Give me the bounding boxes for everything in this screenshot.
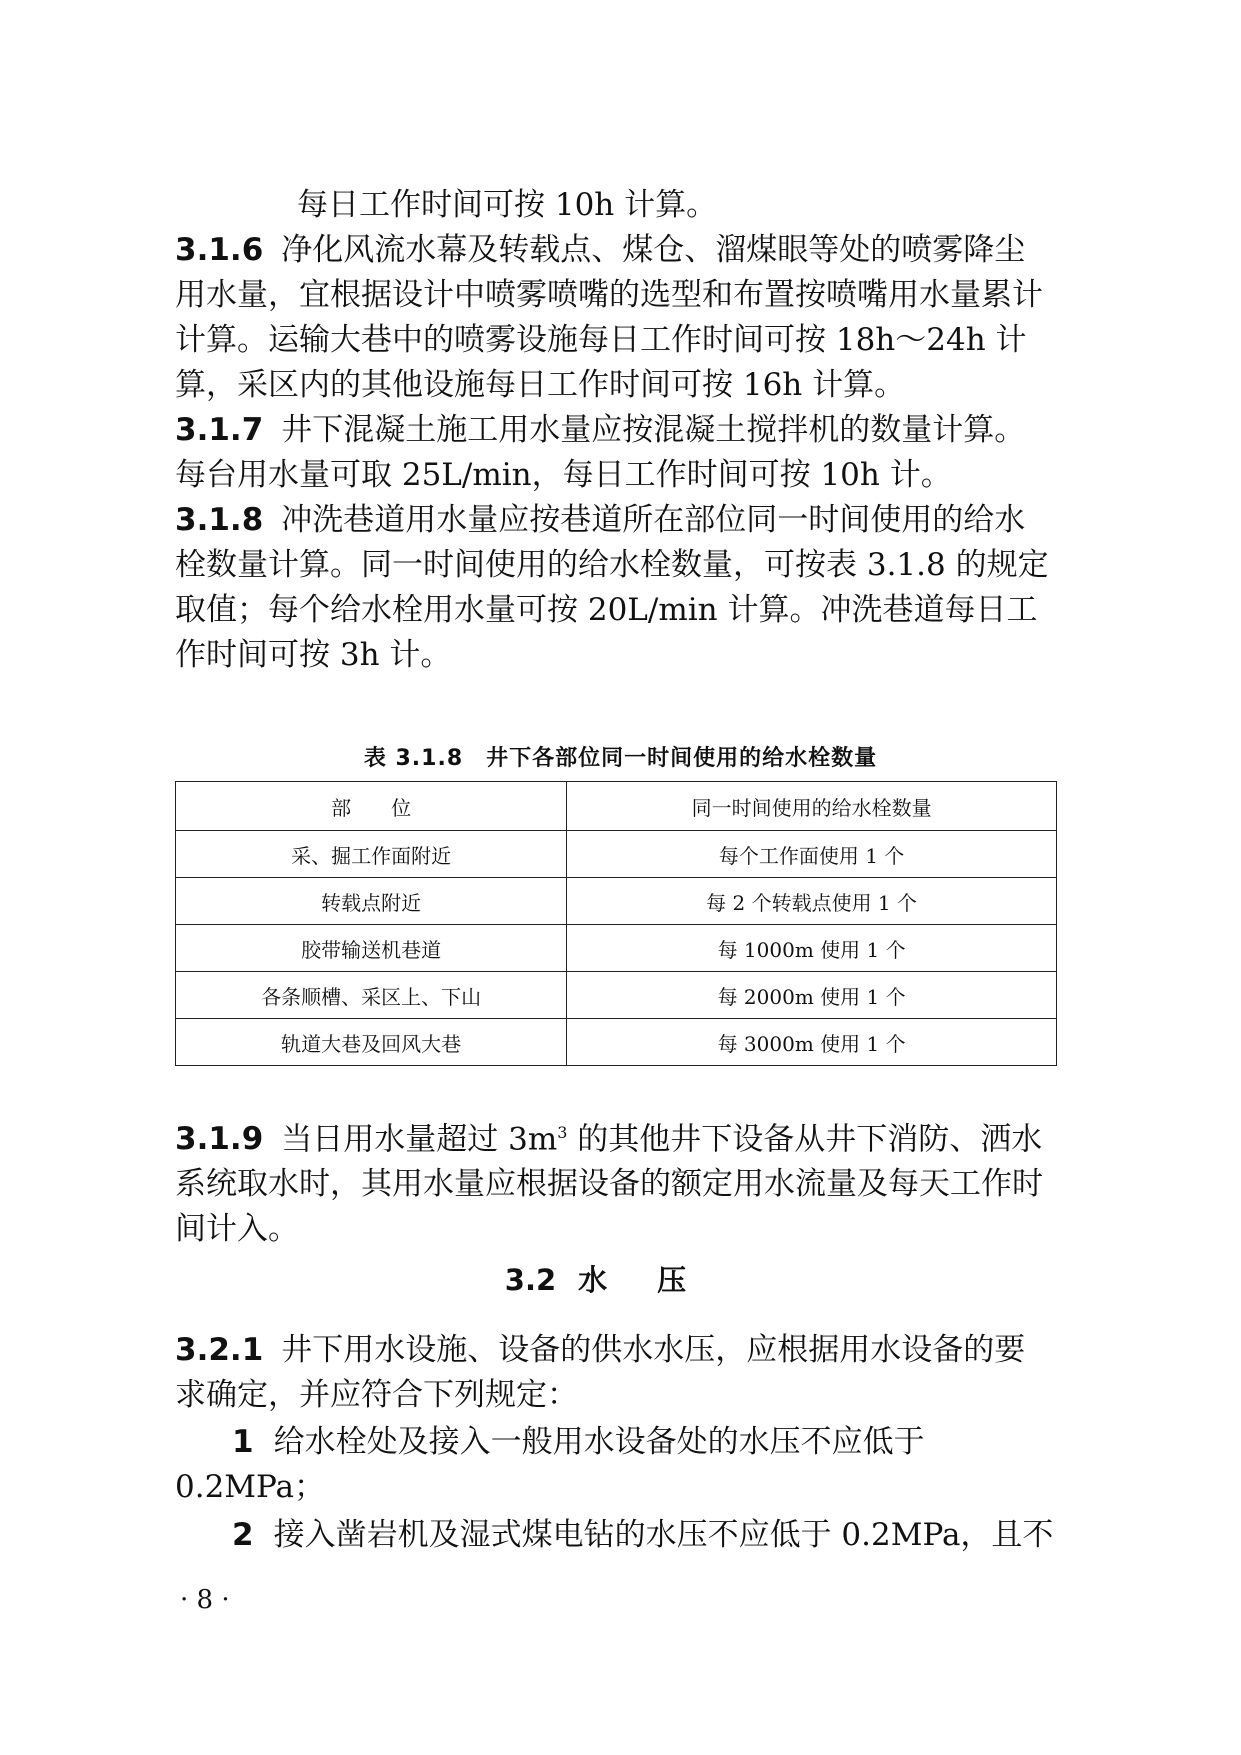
continuation-text: 每日工作时间可按 10h 计算。 bbox=[297, 187, 718, 223]
table-cell-quantity: 每 1000m 使用 1 个 bbox=[567, 925, 1057, 972]
clause-number: 3.2.1 bbox=[175, 1332, 264, 1368]
table-cell-quantity: 每 2000m 使用 1 个 bbox=[567, 972, 1057, 1019]
clause-number: 3.1.8 bbox=[175, 502, 264, 538]
page-number: · 8 · bbox=[180, 1585, 230, 1615]
clause-text-before: 当日用水量超过 3m bbox=[281, 1121, 558, 1158]
table-row bbox=[176, 972, 1057, 1019]
table-caption: 表 3.1.8 井下各部位同一时间使用的给水栓数量 bbox=[363, 746, 878, 771]
clause-text: 井下混凝土施工用水量应按混凝土搅拌机的数量计算。每台用水量可取 25L/min，每日工作时间可按 10h 计。 bbox=[175, 412, 1026, 493]
table-cell-location: 轨道大巷及回风大巷 bbox=[176, 1019, 567, 1066]
table-row bbox=[176, 925, 1057, 972]
table-cell-quantity: 每 3000m 使用 1 个 bbox=[567, 1019, 1057, 1066]
section-number: 3.2 bbox=[504, 1263, 557, 1297]
item-text: 给水栓处及接入一般用水设备处的水压不应低于 0.2MPa； bbox=[175, 1424, 925, 1505]
clause-3-1-7 bbox=[175, 408, 1055, 498]
continuation-paragraph bbox=[175, 183, 1055, 228]
table-row bbox=[176, 831, 1057, 878]
table-cell-quantity: 每个工作面使用 1 个 bbox=[567, 831, 1057, 878]
item-text: 接入凿岩机及湿式煤电钻的水压不应低于 0.2MPa，且不 bbox=[273, 1517, 1054, 1553]
section-title-text: 水压 bbox=[578, 1263, 737, 1297]
section-heading bbox=[0, 1258, 1241, 1299]
clause-text: 冲洗巷道用水量应按巷道所在部位同一时间使用的给水栓数量计算。同一时间使用的给水栓数量，可按表 3.1.8 的规定取值；每个给水栓用水量可按 20L/min 计算。冲洗巷道每日工作时间可按 3h 计。 bbox=[175, 502, 1049, 673]
clause-3-1-9 bbox=[175, 1110, 1055, 1252]
clause-text: 净化风流水幕及转载点、煤仓、溜煤眼等处的喷雾降尘用水量，宜根据设计中喷雾喷嘴的选型和布置按喷嘴用水量累计计算。运输大巷中的喷雾设施每日工作时间可按 18h～24h 计算，采区内的其他设施每日工作时间可按 16h 计算。 bbox=[175, 232, 1043, 403]
clause-number: 3.1.7 bbox=[175, 412, 264, 448]
clause-text: 井下用水设施、设备的供水水压，应根据用水设备的要求确定，并应符合下列规定： bbox=[175, 1332, 1026, 1413]
table-row bbox=[176, 1019, 1057, 1066]
table-cell-location: 各条顺槽、采区上、下山 bbox=[176, 972, 567, 1019]
table-header-row bbox=[176, 782, 1057, 831]
table-row bbox=[176, 878, 1057, 925]
superscript: 3 bbox=[557, 1123, 568, 1142]
clause-number: 3.1.9 bbox=[175, 1121, 264, 1158]
table-header-quantity: 同一时间使用的给水栓数量 bbox=[567, 782, 1057, 831]
item-number: 1 bbox=[232, 1424, 254, 1460]
hydrant-table bbox=[175, 781, 1057, 1066]
table-cell-location: 胶带输送机巷道 bbox=[176, 925, 567, 972]
list-item bbox=[175, 1420, 1055, 1510]
clause-number: 3.1.6 bbox=[175, 232, 264, 268]
clause-3-1-8 bbox=[175, 498, 1055, 678]
clause-text-after: 的其他井下设备从井下消防、洒水系统取水时，其用水量应根据设备的额定用水流量及每天工作时间计入。 bbox=[175, 1121, 1043, 1248]
clause-3-2-1 bbox=[175, 1328, 1055, 1418]
list-item bbox=[175, 1513, 1055, 1558]
table-cell-location: 采、掘工作面附近 bbox=[176, 831, 567, 878]
table-cell-location: 转载点附近 bbox=[176, 878, 567, 925]
table-cell-quantity: 每 2 个转载点使用 1 个 bbox=[567, 878, 1057, 925]
table-header-location: 部 位 bbox=[176, 782, 567, 831]
item-number: 2 bbox=[232, 1517, 254, 1553]
clause-3-1-6 bbox=[175, 228, 1055, 408]
